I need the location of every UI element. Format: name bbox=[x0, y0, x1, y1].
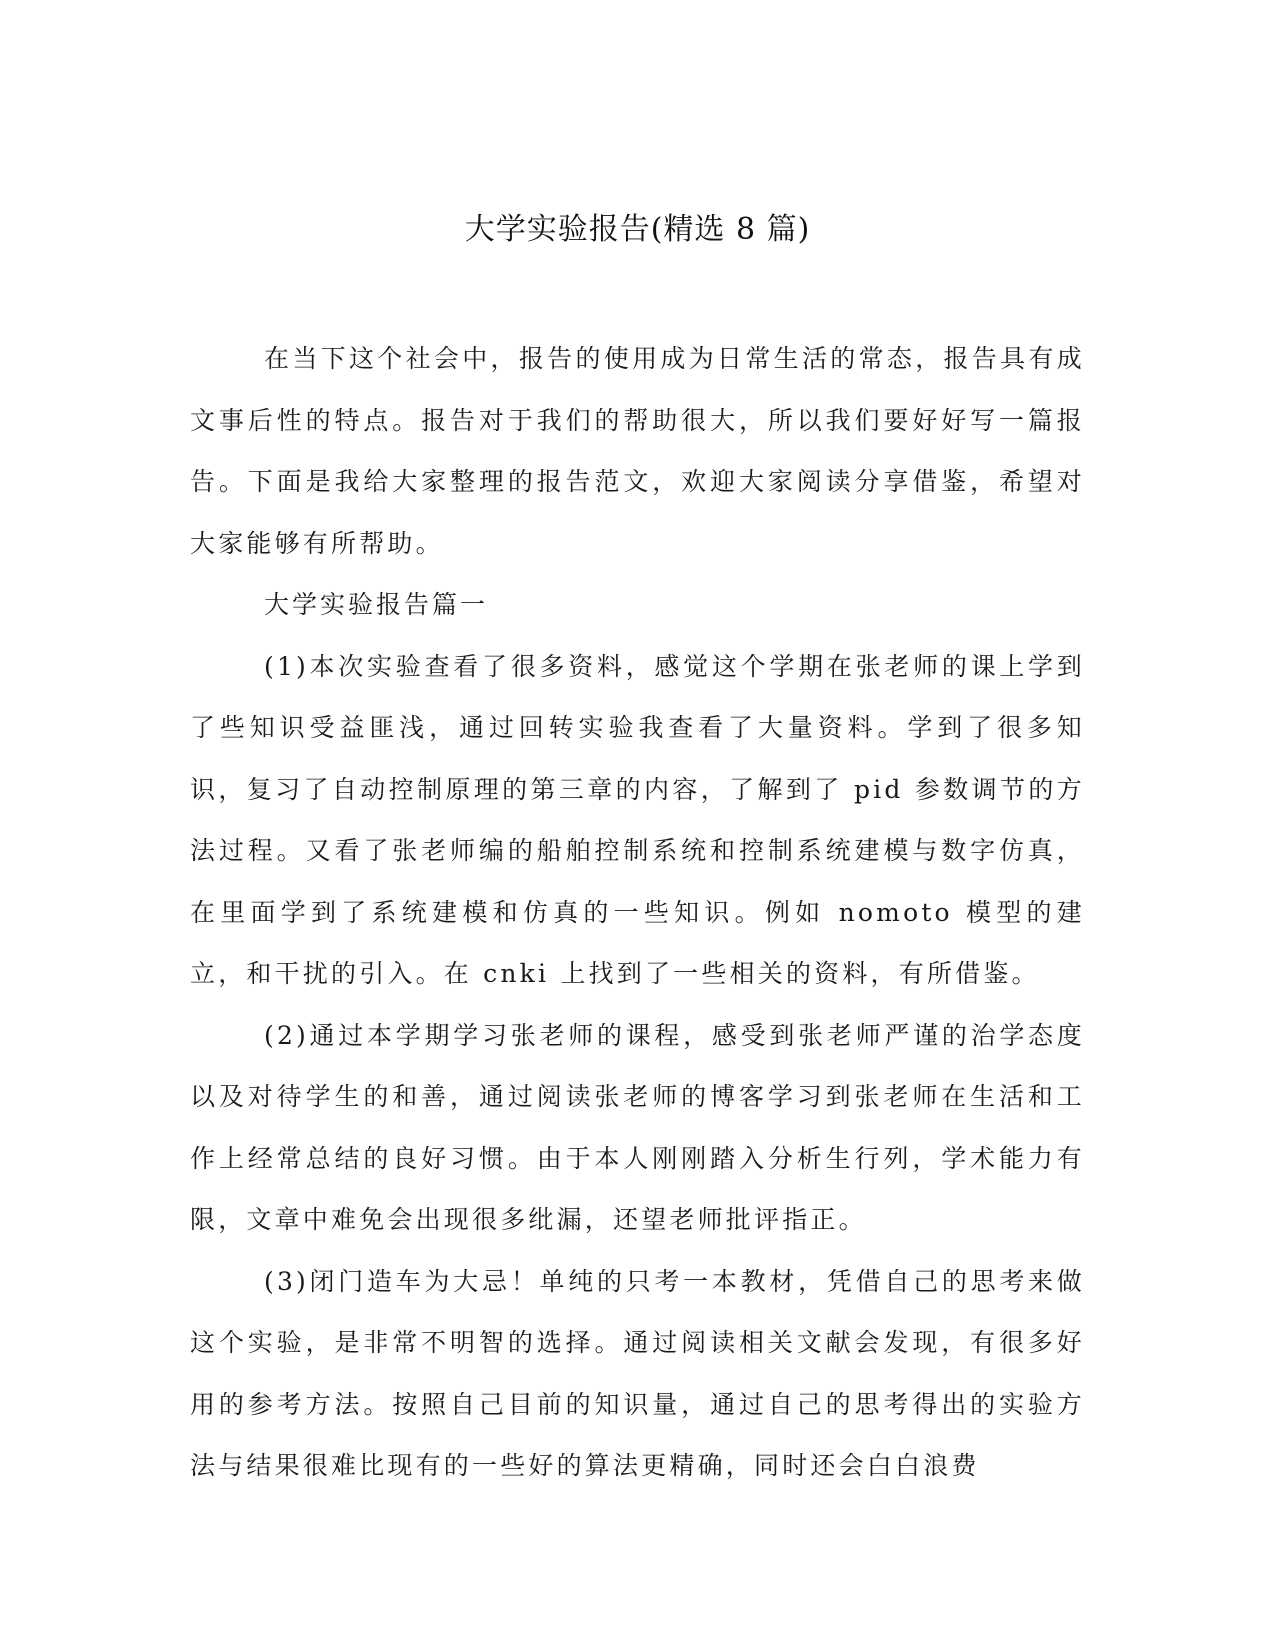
section-heading: 大学实验报告篇一 bbox=[264, 590, 489, 619]
document-title: 大学实验报告(精选 8 篇) bbox=[464, 212, 811, 247]
body-paragraph-2: (2)通过本学期学习张老师的课程，感受到张老师严谨的治学态度以及对待学生的和善，通过阅读张老师的博客学习到张老师在生活和工作上经常总结的良好习惯。由于本人刚刚踏入分析生行列，学术能力有限，文章中难免会出现很多纰漏，还望老师批评指正。 bbox=[190, 1020, 1085, 1234]
intro-paragraph: 在当下这个社会中，报告的使用成为日常生活的常态，报告具有成文事后性的特点。报告对于我们的帮助很大，所以我们要好好写一篇报告。下面是我给大家整理的报告范文，欢迎大家阅读分享借鉴，希望对大家能够有所帮助。 bbox=[190, 344, 1085, 558]
document-body bbox=[190, 328, 1085, 1497]
body-paragraph-1: (1)本次实验查看了很多资料，感觉这个学期在张老师的课上学到了些知识受益匪浅，通过回转实验我查看了大量资料。学到了很多知识，复习了自动控制原理的第三章的内容，了解到了 pid 参数调节的方法过程。又看了张老师编的船舶控制系统和控制系统建模与数字仿真，在里面学到了系统建模和仿真的一些知识。例如 nomoto 模型的建立，和干扰的引入。在 cnki 上找到了一些相关的资料，有所借鉴。 bbox=[190, 651, 1085, 988]
body-paragraph-3: (3)闭门造车为大忌！单纯的只考一本教材，凭借自己的思考来做这个实验，是非常不明智的选择。通过阅读相关文献会发现，有很多好用的参考方法。按照自己目前的知识量，通过自己的思考得出的实验方法与结果很难比现有的一些好的算法更精确，同时还会白白浪费 bbox=[190, 1266, 1085, 1480]
